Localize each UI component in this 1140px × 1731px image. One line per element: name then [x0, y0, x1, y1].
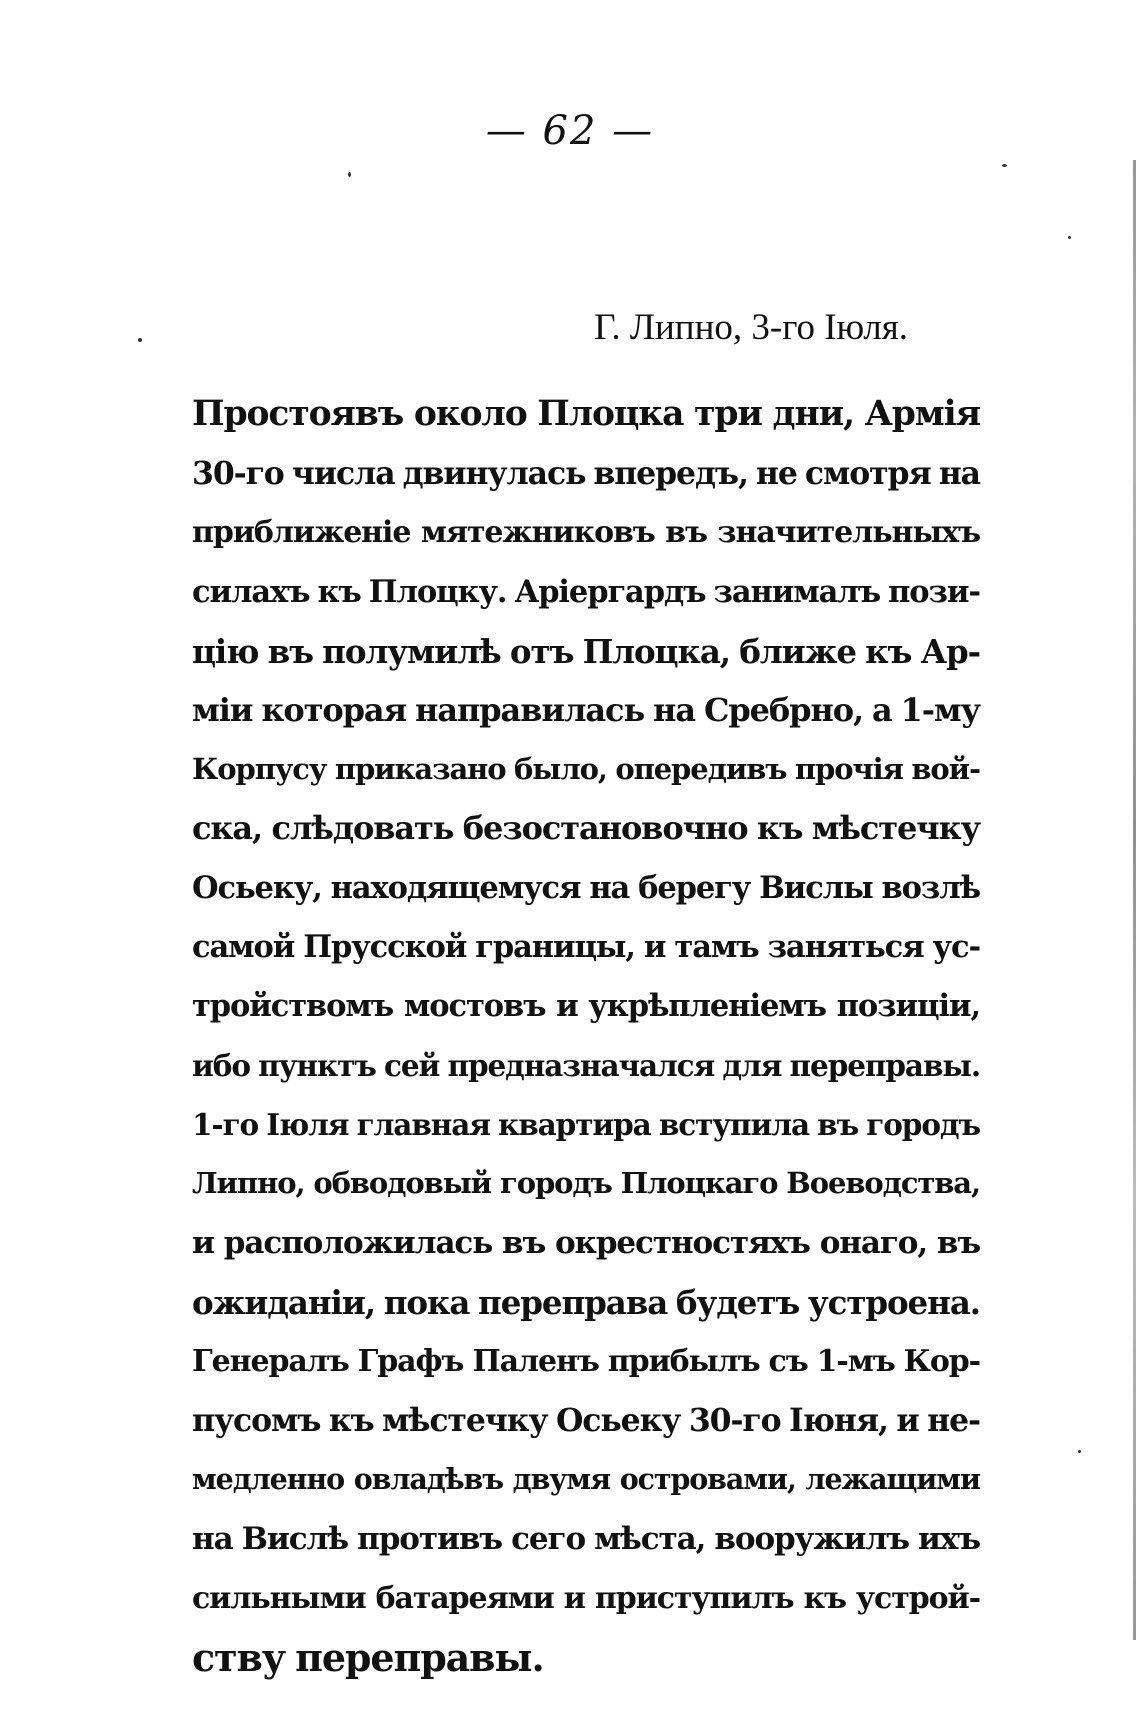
text-line: ска, слѣдовать безостановочно къ мѣстечку	[192, 809, 980, 848]
scan-speck	[1002, 164, 1007, 167]
text-line: медленно овладѣвъ двумя островами, лежащими	[192, 1462, 980, 1497]
page-number: — 62 —	[485, 108, 655, 154]
text-line: ожиданіи, пока переправа будетъ устроена.	[192, 1282, 980, 1322]
text-line: Осьеку, находящемуся на берегу Вислы возлѣ	[192, 869, 980, 906]
scan-speck	[1078, 1450, 1081, 1453]
text-line: 30-го числа двинулась впередъ, не смотря на	[192, 455, 980, 493]
text-line: міи которая направилась на Сребрно, а 1-му	[192, 690, 980, 729]
text-line: 1-го Іюля главная квартира вступила въ городъ	[192, 1107, 980, 1143]
text-line: Корпусу приказано было, опередивъ прочія вой-	[192, 752, 980, 787]
text-line: сильными батареями и приступилъ къ устрой-	[192, 1580, 980, 1616]
body-paragraph	[192, 385, 980, 1687]
text-line: Простоявъ около Плоцка три дни, Армія	[192, 394, 980, 434]
scan-speck	[138, 338, 142, 342]
scan-speck	[348, 172, 351, 177]
text-line: ству переправы.	[192, 1634, 544, 1680]
dateline: Г. Липно, 3-го Іюля.	[594, 307, 908, 348]
text-line: силахъ къ Плоцку. Аріергардъ занималъ пози-	[192, 573, 980, 610]
text-line: самой Прусской границы, и тамъ заняться ус-	[192, 928, 980, 965]
text-line: на Вислѣ противъ сего мѣста, вооружилъ ихъ	[192, 1520, 980, 1557]
text-line: Липно, обводовый городъ Плоцкаго Воеводства,	[192, 1166, 980, 1201]
text-line: ибо пунктъ сей предназначался для переправы.	[192, 1048, 980, 1084]
text-line: Генералъ Графъ Паленъ прибылъ съ 1-мъ Кор-	[192, 1344, 980, 1379]
text-line: и расположилась въ окрестностяхъ онаго, въ	[192, 1224, 980, 1261]
text-line: цію въ полумилѣ отъ Плоцка, ближе къ Ар-	[192, 631, 980, 671]
page-edge-shadow	[1133, 160, 1136, 1640]
text-line: приближеніе мятежниковъ въ значительныхъ	[192, 515, 980, 551]
text-line: тройствомъ мостовъ и укрѣпленіемъ позиціи,	[192, 987, 980, 1024]
text-line: пусомъ къ мѣстечку Осьеку 30-го Іюня, и не-	[192, 1402, 980, 1440]
scan-speck	[1068, 236, 1071, 239]
